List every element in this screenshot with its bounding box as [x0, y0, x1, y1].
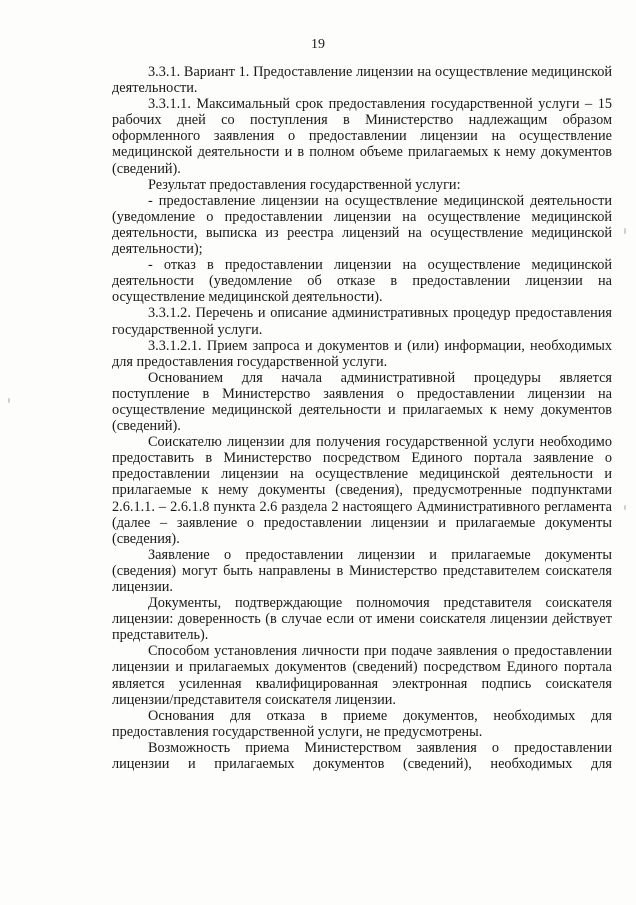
- document-body: [112, 64, 612, 772]
- paragraph: Возможность приема Министерством заявления о предоставлении лицензии и прилагаемых документов (сведений), необходимых для: [112, 739, 612, 773]
- paragraph: - предоставление лицензии на осуществление медицинской деятельности (уведомление о предоставлении лицензии на осуществление медицинской деятельности, выписка из реестра лицензий на осуществление медицинской деятельности);: [112, 192, 612, 258]
- scan-mark: [8, 398, 10, 403]
- paragraph: Документы, подтверждающие полномочия представителя соискателя лицензии: доверенность (в случае если от имени соискателя лицензии действует представитель).: [112, 595, 612, 644]
- scan-mark: [624, 505, 626, 510]
- paragraph: - отказ в предоставлении лицензии на осуществление медицинской деятельности (уведомление об отказе в предоставлении лицензии на осуществление медицинской деятельности).: [112, 257, 612, 306]
- paragraph: 3.3.1.2. Перечень и описание административных процедур предоставления государственной услуги.: [112, 305, 612, 338]
- paragraph: Заявление о предоставлении лицензии и прилагаемые документы (сведения) могут быть направлены в Министерство представителем соискателя лицензии.: [112, 546, 612, 595]
- paragraph: Результат предоставления государственной услуги:: [148, 176, 461, 193]
- paragraph: Способом установления личности при подаче заявления о предоставлении лицензии и прилагаемых документов (сведений) посредством Единого портала является усиленная квалифицированная электронная подпись соискателя лицензии/представителя соискателя лицензии.: [112, 643, 612, 708]
- scan-mark: [624, 228, 626, 234]
- paragraph: Основанием для начала административной процедуры является поступление в Министерство заявления о предоставлении лицензии на осуществление медицинской деятельности и прилагаемых к нему документов (сведений).: [112, 369, 612, 435]
- paragraph: Основания для отказа в приеме документов, необходимых для предоставления государственной услуги, не предусмотрены.: [112, 707, 612, 740]
- paragraph: 3.3.1.1. Максимальный срок предоставления государственной услуги – 15 рабочих дней со поступления в Министерство надлежащим образом оформленного заявления о предоставлении лицензии на осуществление медицинской деятельности и в полном объеме прилагаемых к нему документов (сведений).: [112, 96, 612, 177]
- paragraph: 3.3.1. Вариант 1. Предоставление лицензии на осуществление медицинской деятельности.: [112, 64, 612, 97]
- paragraph: Соискателю лицензии для получения государственной услуги необходимо предоставить в Министерство посредством Единого портала заявление о предоставлении лицензии на осуществление медицинской деятельности и прилагаемые к нему документы (сведения), предусмотренные подпунктами 2.6.1.1. – 2.6.1.8 пункта 2.6 раздела 2 настоящего Административного регламента (далее – заявление о предоставлении лицензии и прилагаемые документы (сведения).: [112, 434, 612, 547]
- paragraph: 3.3.1.2.1. Прием запроса и документов и (или) информации, необходимых для предоставления государственной услуги.: [112, 337, 612, 370]
- page-number: 19: [311, 37, 325, 52]
